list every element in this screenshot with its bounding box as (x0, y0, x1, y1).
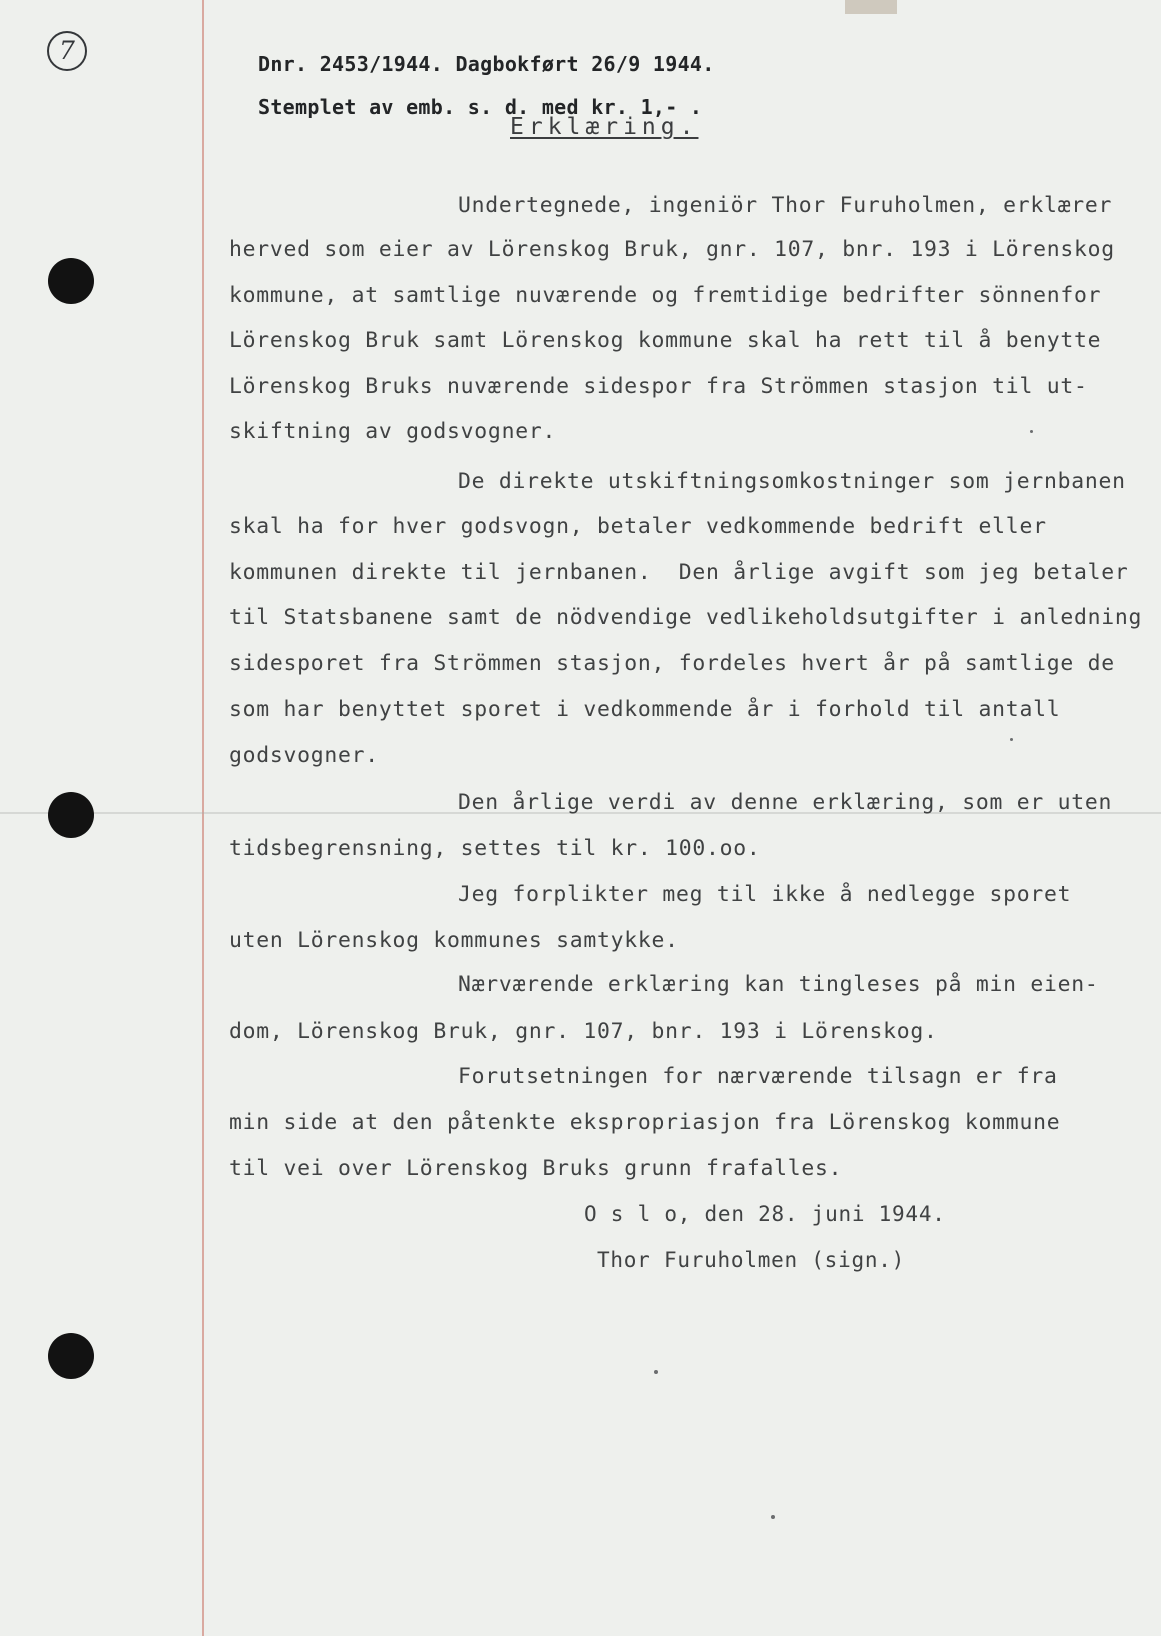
body-line: til Statsbanene samt de nödvendige vedlikeholdsutgifter i anledning (229, 605, 1143, 630)
registration-line: Dnr. 2453/1944. Dagbokført 26/9 1944. (258, 52, 715, 76)
paper-tab-mark (845, 0, 897, 14)
handwritten-page-number: 7 (47, 31, 87, 71)
body-line: Undertegnede, ingeniör Thor Furuholmen, erklærer (458, 193, 1113, 218)
body-line: kommunen direkte til jernbanen. Den årlige avgift som jeg betaler (229, 560, 1129, 585)
stamp-line: Stemplet av emb. s. d. med kr. 1,- . (258, 95, 703, 119)
body-line: De direkte utskiftningsomkostninger som jernbanen (458, 469, 1126, 494)
paper-speck (654, 1370, 658, 1374)
body-line: Den årlige verdi av denne erklæring, som er uten (458, 790, 1113, 815)
body-line: til vei over Lörenskog Bruks grunn frafalles. (229, 1156, 843, 1181)
paper-speck (1010, 738, 1013, 741)
signature-line: Thor Furuholmen (sign.) (597, 1248, 906, 1272)
punch-hole-middle (48, 792, 94, 838)
body-line: Nærværende erklæring kan tingleses på min eien- (458, 972, 1099, 997)
body-line: min side at den påtenkte ekspropriasjon fra Lörenskog kommune (229, 1110, 1061, 1135)
body-line: skal ha for hver godsvogn, betaler vedkommende bedrift eller (229, 514, 1047, 539)
body-line: tidsbegrensning, settes til kr. 100.oo. (229, 836, 761, 861)
place-date-line: O s l o, den 28. juni 1944. (584, 1202, 946, 1226)
body-line: skiftning av godsvogner. (229, 419, 557, 444)
body-line: godsvogner. (229, 743, 379, 768)
body-line: Forutsetningen for nærværende tilsagn er fra (458, 1064, 1058, 1089)
paper-speck (1030, 430, 1033, 433)
punch-hole-bottom (48, 1333, 94, 1379)
body-line: Lörenskog Bruk samt Lörenskog kommune skal ha rett til å benytte (229, 328, 1102, 353)
body-line: sidesporet fra Strömmen stasjon, fordeles hvert år på samtlige de (229, 651, 1115, 676)
document-title: Erklæring. (510, 114, 699, 140)
body-line: Lörenskog Bruks nuværende sidespor fra Strömmen stasjon til ut- (229, 374, 1088, 399)
body-line: dom, Lörenskog Bruk, gnr. 107, bnr. 193 i Lörenskog. (229, 1019, 938, 1044)
body-line: som har benyttet sporet i vedkommende år i forhold til antall (229, 697, 1061, 722)
body-line: herved som eier av Lörenskog Bruk, gnr. 107, bnr. 193 i Lörenskog (229, 237, 1115, 262)
body-line: kommune, at samtlige nuværende og fremtidige bedrifter sönnenfor (229, 283, 1102, 308)
margin-rule (202, 0, 204, 1636)
body-line: uten Lörenskog kommunes samtykke. (229, 928, 679, 953)
punch-hole-top (48, 258, 94, 304)
paper-speck (771, 1515, 775, 1519)
body-line: Jeg forplikter meg til ikke å nedlegge sporet (458, 882, 1072, 907)
